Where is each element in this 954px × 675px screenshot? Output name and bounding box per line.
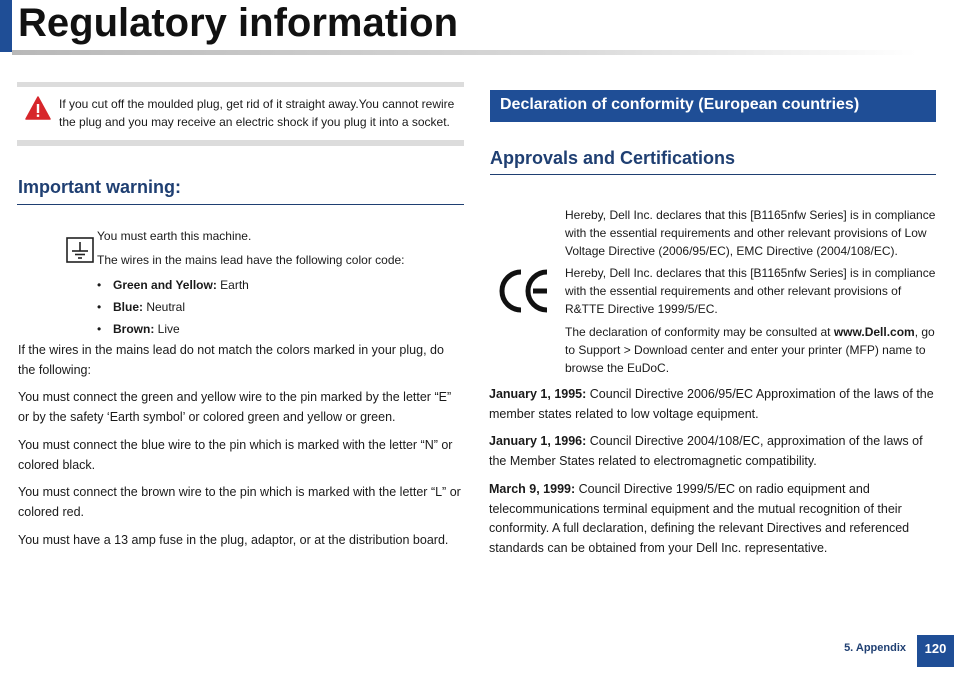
directive-text: Council Directive 1999/5/EC on radio equipment and telecommunications terminal equipment and the mutual recognition of their conformity. A full declaration, defining the relevant Directives and referenced standards can be obtained from your Dell Inc. representative. bbox=[489, 482, 910, 555]
color-code-list bbox=[97, 274, 249, 340]
ce-paragraph: Hereby, Dell Inc. declares that this [B1165nfw Series] is in compliance with the essential requirements and other relevant provisions of Low Voltage Directive (2006/95/EC), EMC Directive (2004/108/EC). bbox=[565, 208, 936, 258]
directive-date: January 1, 1996: bbox=[489, 434, 587, 448]
directive-date: March 9, 1999: bbox=[489, 482, 576, 496]
directive-date: January 1, 1995: bbox=[489, 387, 587, 401]
color-label: Brown: bbox=[113, 322, 155, 336]
title-underline bbox=[12, 50, 917, 55]
ce-mark-icon bbox=[497, 268, 552, 314]
approvals-heading: Approvals and Certifications bbox=[490, 148, 736, 168]
title-accent-bar bbox=[0, 0, 12, 52]
directive-text: Council Directive 2004/108/EC, approximation of the laws of the Member States related to electromagnetic compatibility. bbox=[489, 434, 923, 468]
paragraph: You must connect the green and yellow wire to the pin marked by the letter “E” or by the safety ‘Earth symbol’ or colored green and yellow or green. bbox=[18, 390, 452, 424]
color-value: Neutral bbox=[143, 300, 186, 314]
warning-text: If you cut off the moulded plug, get rid of it straight away.You cannot rewire the plug and you may receive an electric shock if you plug it into a socket. bbox=[59, 97, 455, 129]
heading-rule bbox=[490, 174, 936, 175]
paragraph: You must connect the brown wire to the pin which is marked with the letter “L” or colored red. bbox=[18, 485, 461, 519]
page-number: 120 bbox=[917, 635, 954, 667]
list-item bbox=[97, 274, 249, 296]
page-title: Regulatory information bbox=[18, 1, 459, 45]
ce-paragraph: Hereby, Dell Inc. declares that this [B1165nfw Series] is in compliance with the essential requirements and other relevant provisions of R&TTE Directive 1999/5/EC. bbox=[565, 266, 936, 316]
paragraph: You must connect the blue wire to the pin which is marked with the letter “N” or colored black. bbox=[18, 438, 453, 472]
warning-callout bbox=[17, 82, 464, 146]
earth-note: You must earth this machine. bbox=[97, 229, 252, 243]
important-warning-heading: Important warning: bbox=[18, 177, 181, 197]
consult-text: The declaration of conformity may be consulted at bbox=[565, 325, 834, 339]
list-item bbox=[97, 296, 249, 318]
directive-paragraph bbox=[489, 385, 939, 424]
color-value: Earth bbox=[216, 278, 249, 292]
color-label: Green and Yellow: bbox=[113, 278, 217, 292]
declaration-section-bar bbox=[490, 90, 936, 122]
color-label: Blue: bbox=[113, 300, 143, 314]
color-code-intro: The wires in the mains lead have the following color code: bbox=[97, 253, 405, 267]
directive-paragraph bbox=[489, 432, 939, 471]
ground-symbol-icon bbox=[66, 237, 94, 263]
directive-text: Council Directive 2006/95/EC Approximation of the laws of the member states related to low voltage equipment. bbox=[489, 387, 934, 421]
heading-rule bbox=[17, 204, 464, 205]
color-value: Live bbox=[154, 322, 180, 336]
consult-text: , go to Support > Download center and enter your printer (MFP) name to browse the EuDoC. bbox=[565, 325, 935, 375]
directive-paragraph bbox=[489, 480, 939, 558]
dell-website-link[interactable]: www.Dell.com bbox=[833, 325, 915, 339]
paragraph: If the wires in the mains lead do not match the colors marked in your plug, do the following: bbox=[18, 343, 444, 377]
warning-triangle-icon bbox=[25, 96, 51, 120]
footer-section-label: 5. Appendix bbox=[844, 642, 906, 654]
list-item bbox=[97, 318, 249, 340]
consult-paragraph bbox=[565, 323, 943, 377]
paragraph: You must have a 13 amp fuse in the plug, adaptor, or at the distribution board. bbox=[18, 533, 449, 547]
declaration-title: Declaration of conformity (European countries) bbox=[500, 96, 860, 113]
